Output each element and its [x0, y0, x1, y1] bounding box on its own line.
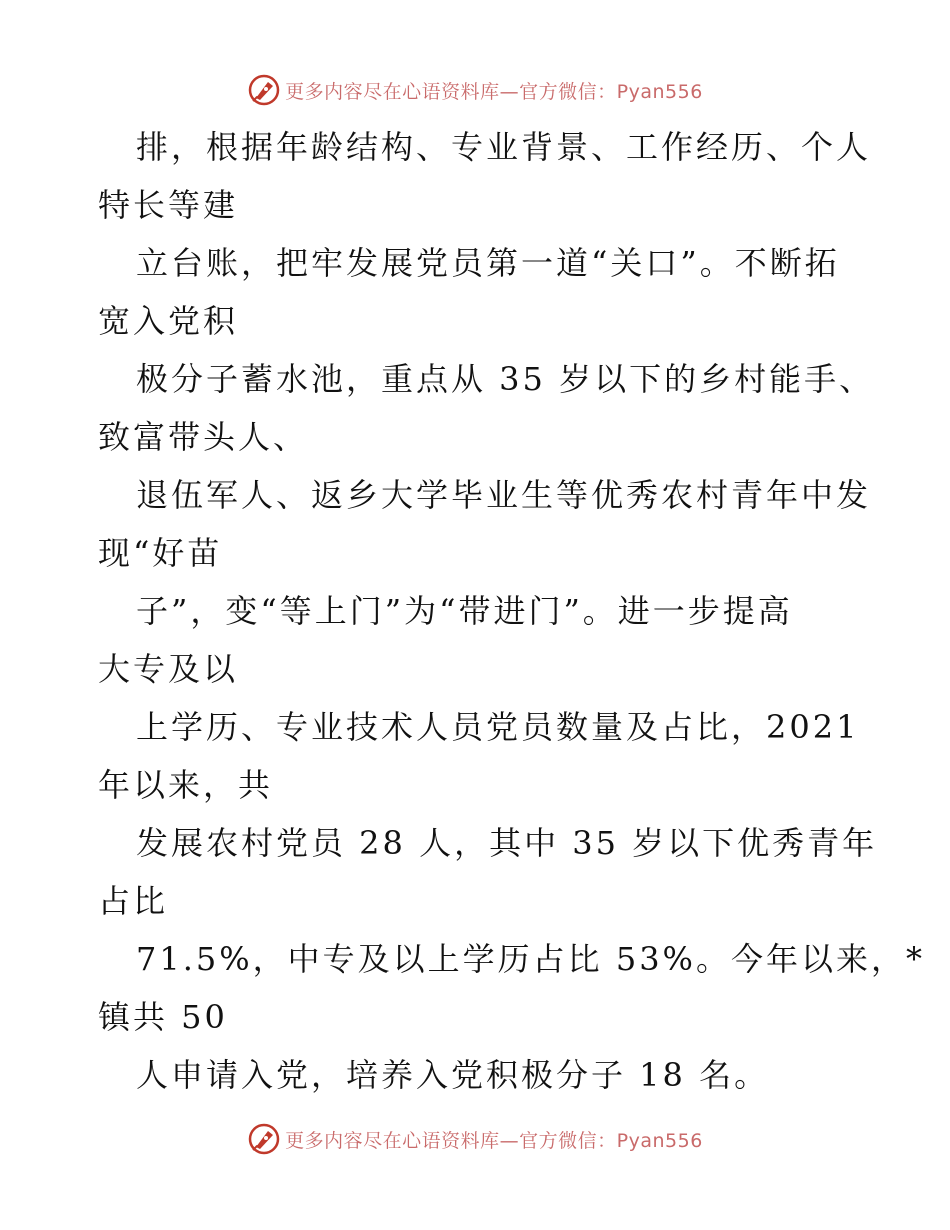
text-line: 排，根据年龄结构、专业背景、工作经历、个人	[136, 128, 872, 166]
header-watermark-text: 更多内容尽在心语资料库—官方微信：Pyan556	[285, 80, 703, 103]
text-line: 人申请入党，培养入党积极分子 18 名。	[136, 1056, 770, 1094]
footer-watermark-banner	[0, 1121, 950, 1157]
pen-nib-logo-icon	[247, 73, 281, 107]
text-line: 71.5%，中专及以上学历占比 53%。今年以来，*	[136, 940, 925, 978]
text-line: 上学历、专业技术人员党员数量及占比，2021	[136, 708, 860, 746]
text-line: 宽入党积	[98, 302, 239, 340]
text-line: 极分子蓄水池，重点从 35 岁以下的乡村能手、	[136, 360, 875, 398]
text-line: 现“好苗	[98, 534, 223, 572]
text-line: 镇共 50	[98, 998, 228, 1036]
footer-watermark-text: 更多内容尽在心语资料库—官方微信：Pyan556	[285, 1129, 703, 1152]
text-line: 立台账，把牢发展党员第一道“关口”。不断拓	[136, 244, 840, 282]
document-body	[98, 118, 925, 1104]
text-line: 发展农村党员 28 人，其中 35 岁以下优秀青年	[136, 824, 878, 862]
pen-nib-logo-icon	[247, 1122, 281, 1156]
header-watermark-banner	[0, 72, 950, 108]
text-line: 特长等建	[98, 186, 239, 224]
text-line: 子”，变“等上门”为“带进门”。进一步提高	[136, 592, 793, 630]
text-line: 退伍军人、返乡大学毕业生等优秀农村青年中发	[136, 476, 872, 514]
text-line: 年以来，共	[98, 766, 274, 804]
text-line: 致富带头人、	[98, 418, 309, 456]
text-line: 占比	[98, 882, 169, 920]
text-line: 大专及以	[98, 650, 239, 688]
